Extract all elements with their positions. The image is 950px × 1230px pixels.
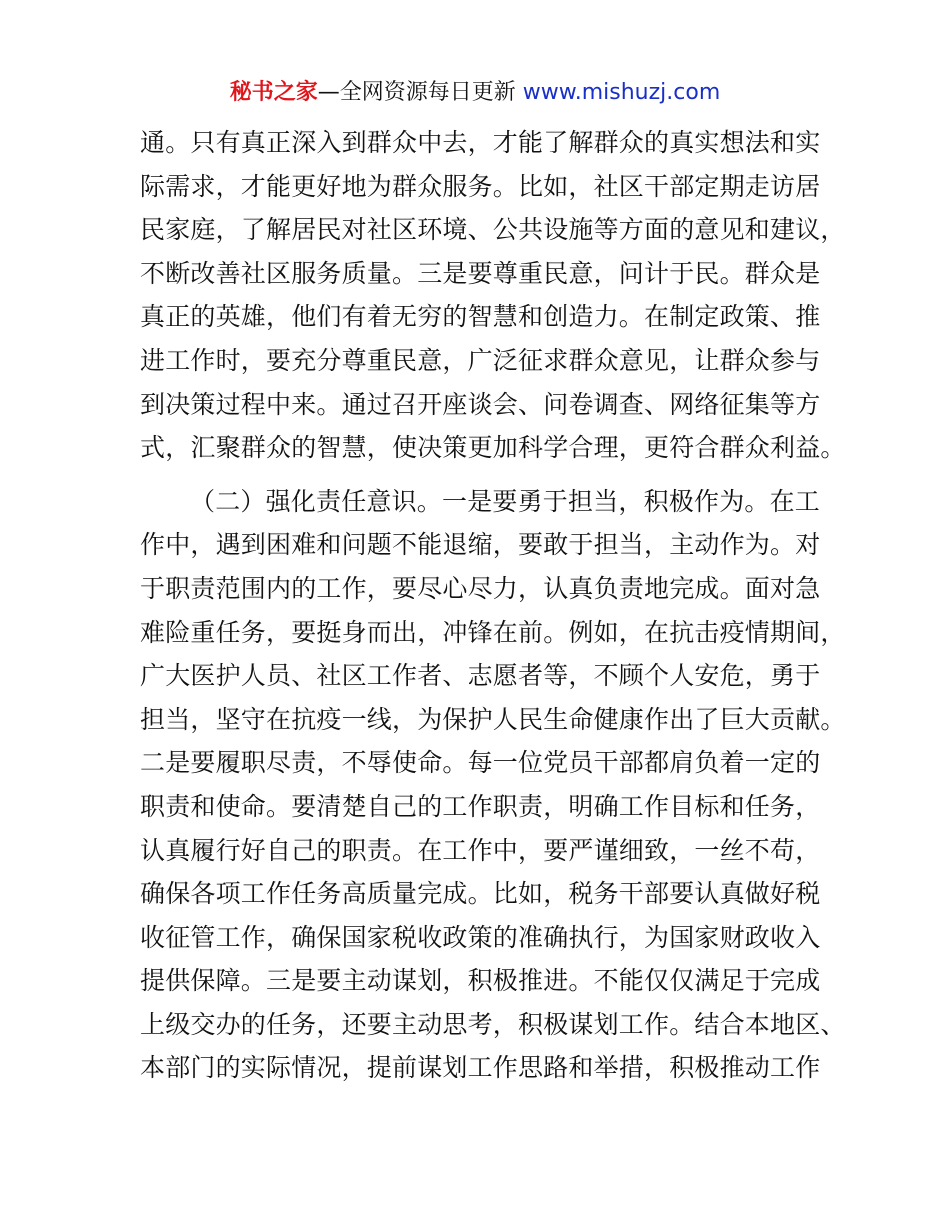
text-line: 际需求，才能更好地为群众服务。比如，社区干部定期走访居	[140, 171, 821, 201]
header-tagline: —全网资源每日更新	[317, 80, 523, 105]
text-line: 收征管工作，确保国家税收政策的准确执行，为国家财政收入	[140, 922, 821, 952]
text-line: 职责和使命。要清楚自己的工作职责，明确工作目标和任务，	[140, 791, 821, 821]
text-line: （二）强化责任意识。一是要勇于担当，积极作为。在工	[190, 486, 821, 516]
text-line: 作中，遇到困难和问题不能退缩，要敢于担当，主动作为。对	[140, 530, 821, 560]
paragraph-1	[140, 121, 846, 470]
text-line: 广大医护人员、社区工作者、志愿者等，不顾个人安危，勇于	[140, 661, 821, 691]
text-line: 于职责范围内的工作，要尽心尽力，认真负责地完成。面对急	[140, 573, 821, 603]
text-line: 担当，坚守在抗疫一线，为保护人民生命健康作出了巨大贡献。	[140, 704, 846, 734]
text-line: 到决策过程中来。通过召开座谈会、问卷调查、网络征集等方	[140, 389, 821, 419]
paragraph-2	[140, 480, 846, 1090]
text-line: 本部门的实际情况，提前谋划工作思路和举措，积极推动工作	[140, 1053, 821, 1083]
site-url[interactable]: www.mishuzj.com	[522, 80, 721, 105]
text-line: 通。只有真正深入到群众中去，才能了解群众的真实想法和实	[140, 128, 821, 157]
text-line: 不断改善社区服务质量。三是要尊重民意，问计于民。群众是	[140, 258, 821, 288]
text-line: 认真履行好自己的职责。在工作中，要严谨细致，一丝不苟，	[140, 835, 821, 865]
text-line: 上级交办的任务，还要主动思考，积极谋划工作。结合本地区、	[140, 1009, 846, 1039]
text-line: 民家庭，了解居民对社区环境、公共设施等方面的意见和建议，	[140, 215, 846, 245]
text-line: 式，汇聚群众的智慧，使决策更加科学合理，更符合群众利益。	[140, 433, 846, 463]
page-header	[0, 76, 950, 110]
document-body	[140, 121, 846, 1090]
text-line: 确保各项工作任务高质量完成。比如，税务干部要认真做好税	[140, 879, 821, 909]
text-line: 真正的英雄，他们有着无穷的智慧和创造力。在制定政策、推	[140, 302, 821, 332]
text-line: 二是要履职尽责，不辱使命。每一位党员干部都肩负着一定的	[140, 748, 821, 778]
text-line: 进工作时，要充分尊重民意，广泛征求群众意见，让群众参与	[140, 345, 821, 375]
text-line: 提供保障。三是要主动谋划，积极推进。不能仅仅满足于完成	[140, 966, 821, 996]
brand-name: 秘书之家	[229, 80, 318, 105]
paragraph-gap	[140, 470, 830, 480]
text-line: 难险重任务，要挺身而出，冲锋在前。例如，在抗击疫情期间，	[140, 617, 846, 647]
